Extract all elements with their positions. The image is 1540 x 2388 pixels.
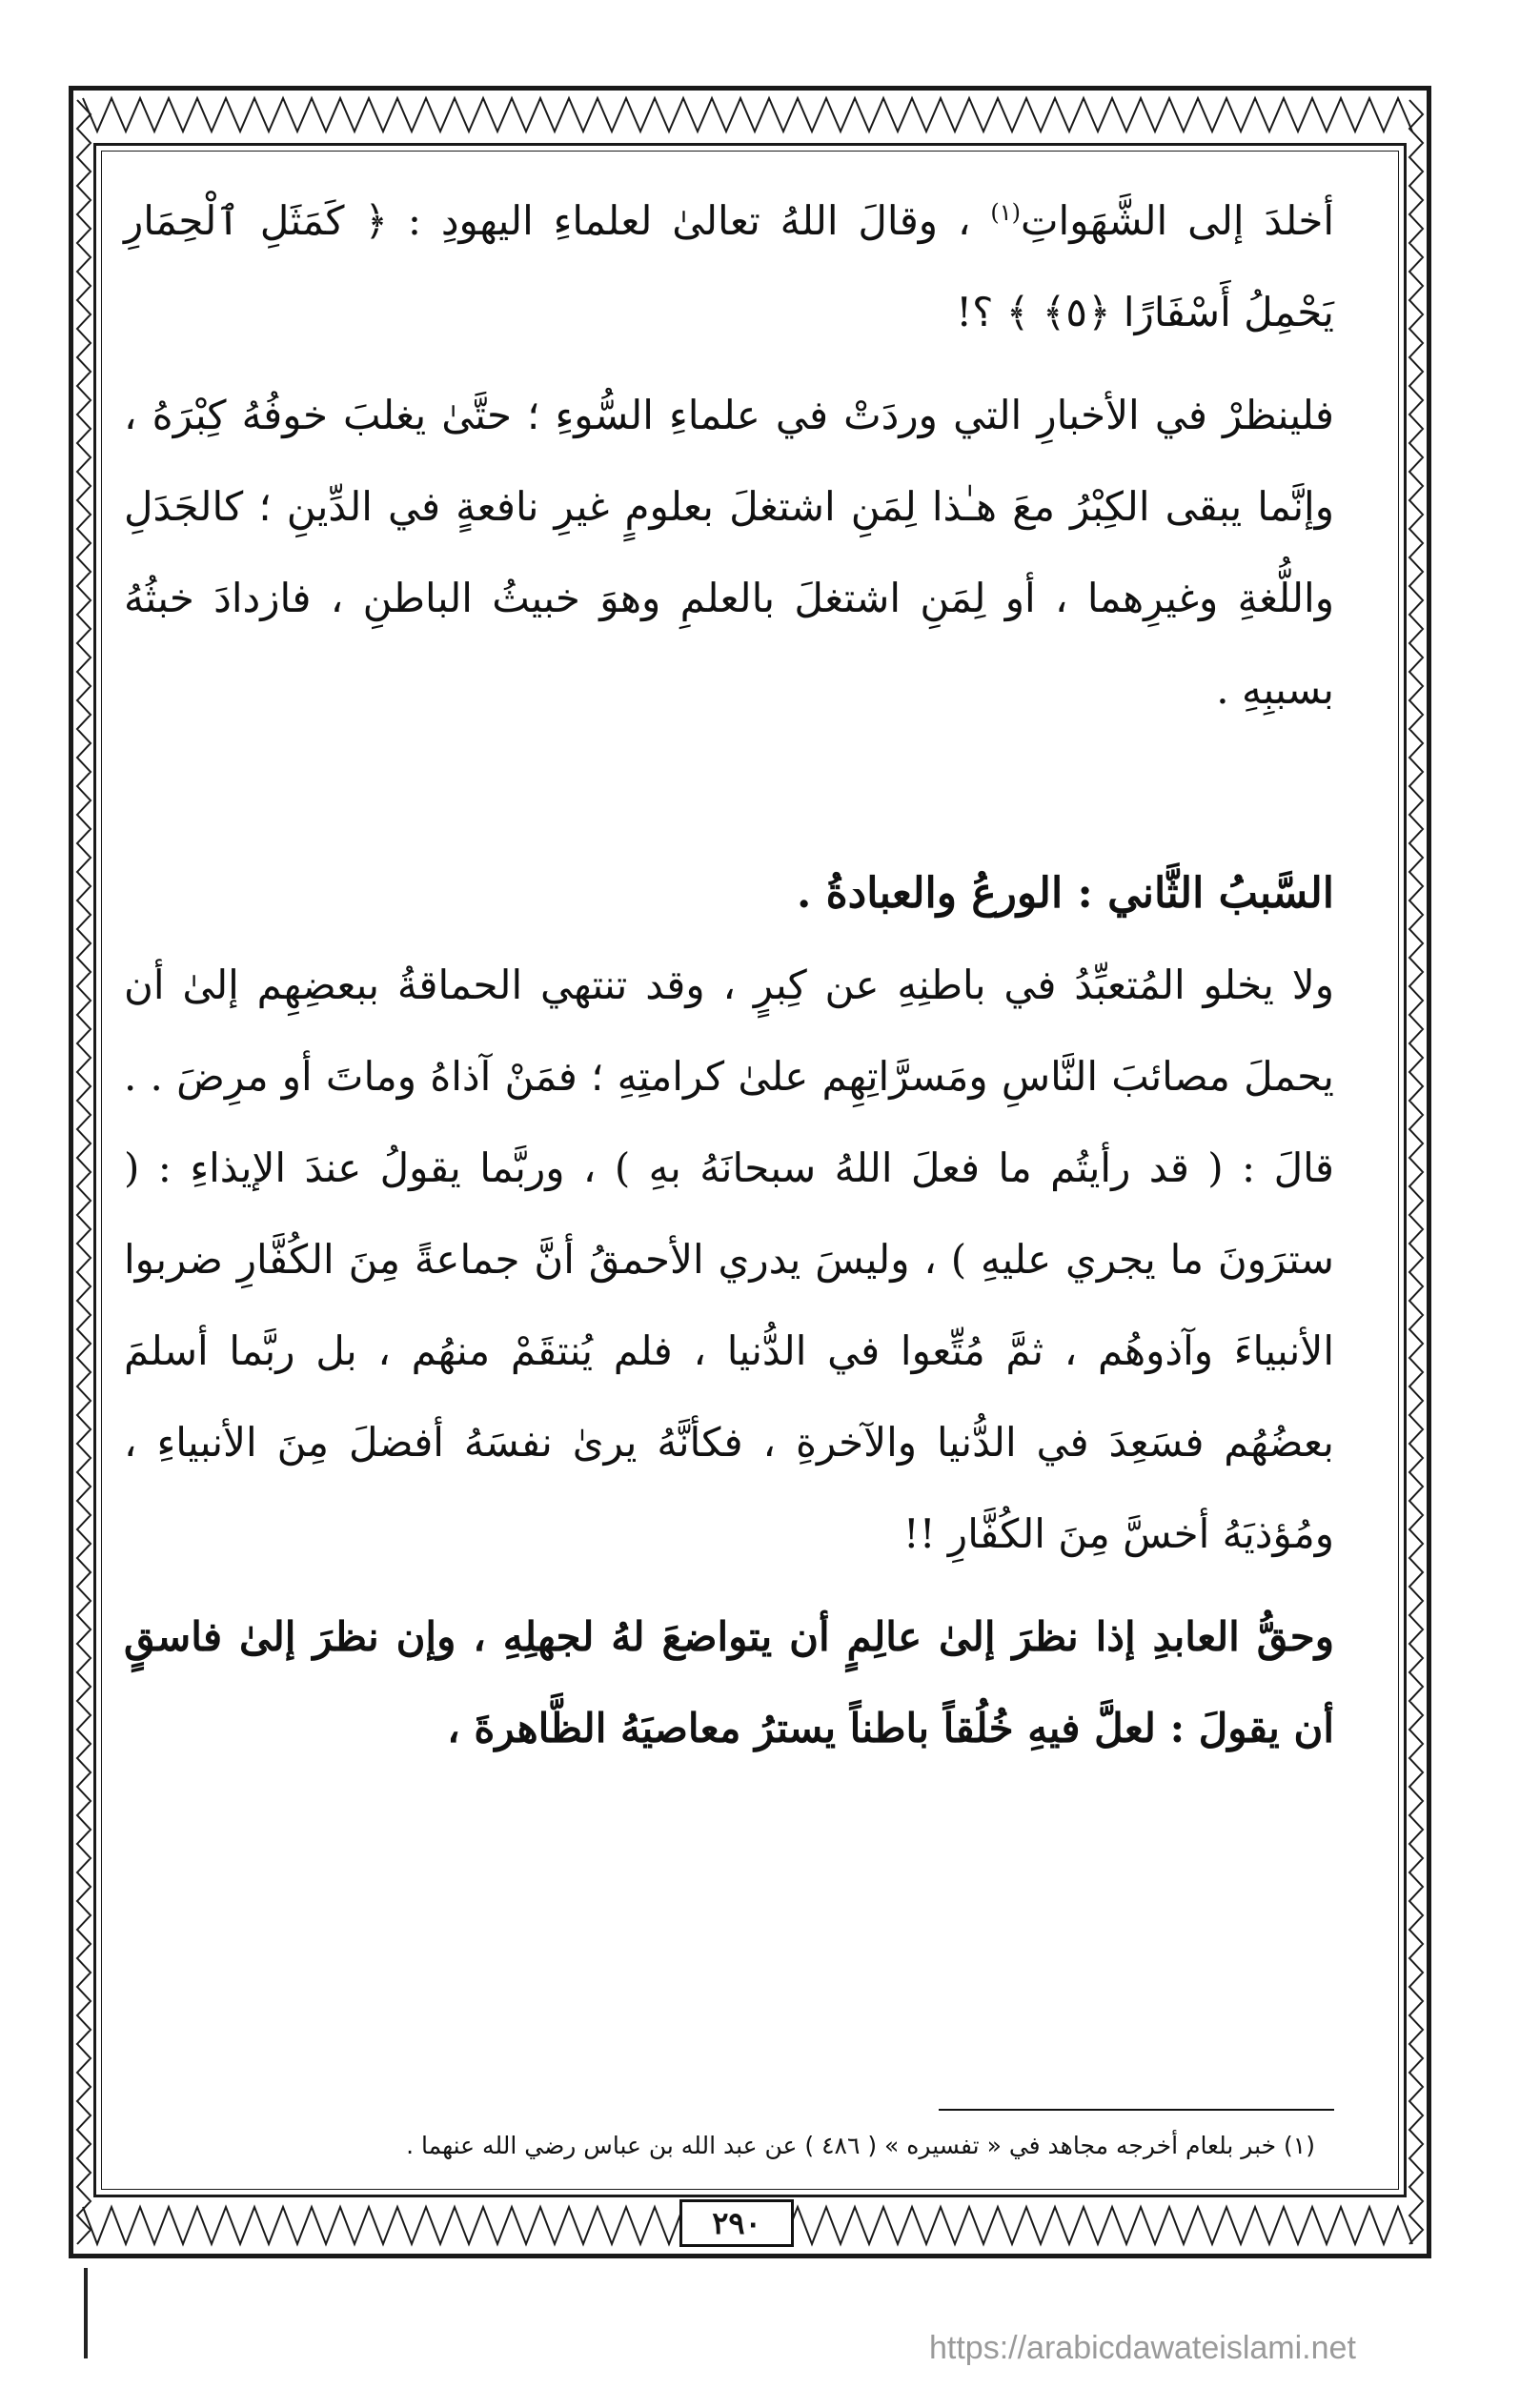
- footnote: (١) خبر بلعام أخرجه مجاهد في « تفسيره » ( ٤٨٦ ) عن عبد الله بن عباس رضي الله عنهما .: [406, 2132, 1315, 2159]
- paragraph-1: أخلدَ إلى الشَّهَواتِ$^{(١)}$ ، وقالَ اللهُ تعالىٰ لعلماءِ اليهودِ : ﴿ كَمَثَلِ ٱلْحِمَارِ يَحْمِلُ أَسْفَارًا ﴿٥﴾ ﴾ ؟!: [124, 197, 1334, 335]
- paragraph-3: ولا يخلو المُتعبِّدُ في باطنِهِ عن كِبرٍ ، وقد تنتهي الحماقةُ ببعضِهِم إلىٰ أن يحملَ مصائبَ النَّاسِ ومَسرَّاتِهِم علىٰ كرامتِهِ ؛ فمَنْ آذاهُ وماتَ أو مرِضَ . . قالَ : ( قد رأيتُم ما فعلَ اللهُ سبحانَهُ بهِ ) ، وربَّما يقولُ عندَ الإيذاءِ : ( سترَونَ ما يجري عليهِ ) ، وليسَ يدري الأحمقُ أنَّ جماعةً مِنَ الكُفَّارِ ضربوا الأنبياءَ وآذوهُم ، ثمَّ مُتِّعوا في الدُّنيا ، فلم يُنتقَمْ منهُم ، بل ربَّما أسلمَ بعضُهُم فسَعِدَ في الدُّنيا والآخرةِ ، فكأنَّهُ يرىٰ نفسَهُ أفضلَ مِنَ الأنبياءِ ، ومُؤذيَهُ أخسَّ مِنَ الكُفَّارِ !!: [124, 961, 1334, 1557]
- section-heading: السَّببُ الثَّاني : الورعُ والعبادةُ .: [796, 869, 1334, 918]
- watermark-url: https://arabicdawateislami.net: [929, 2330, 1356, 2366]
- paragraph-2: فلينظرْ في الأخبارِ التي وردَتْ في علماءِ السُّوءِ ؛ حتَّىٰ يغلبَ خوفُهُ كِبْرَهُ ، وإنَّما يبقى الكِبْرُ معَ هـٰذا لِمَنِ اشتغلَ بعلومٍ غيرِ نافعةٍ في الدِّينِ ؛ كالجَدَلِ واللُّغةِ وغيرِهما ، أو لِمَنِ اشتغلَ بالعلمِ وهوَ خبيثُ الباطنِ ، فازدادَ خبثُهُ بسببِهِ .: [124, 392, 1334, 713]
- footnote-reference: (١): [990, 199, 1022, 226]
- page-number: ٢٩٠: [679, 2199, 794, 2247]
- scan-margin-mark: [84, 2268, 88, 2358]
- footnote-separator: [939, 2109, 1334, 2111]
- paragraph-4: وحقُّ العابدِ إذا نظرَ إلىٰ عالِمٍ أن يتواضعَ لهُ لجهلِهِ ، وإن نظرَ إلىٰ فاسقٍ أن يقولَ : لعلَّ فيهِ خُلُقاً باطناً يسترُ معاصيَهُ الظَّاهرةَ ،: [124, 1613, 1334, 1751]
- main-text-block: [124, 167, 1334, 1774]
